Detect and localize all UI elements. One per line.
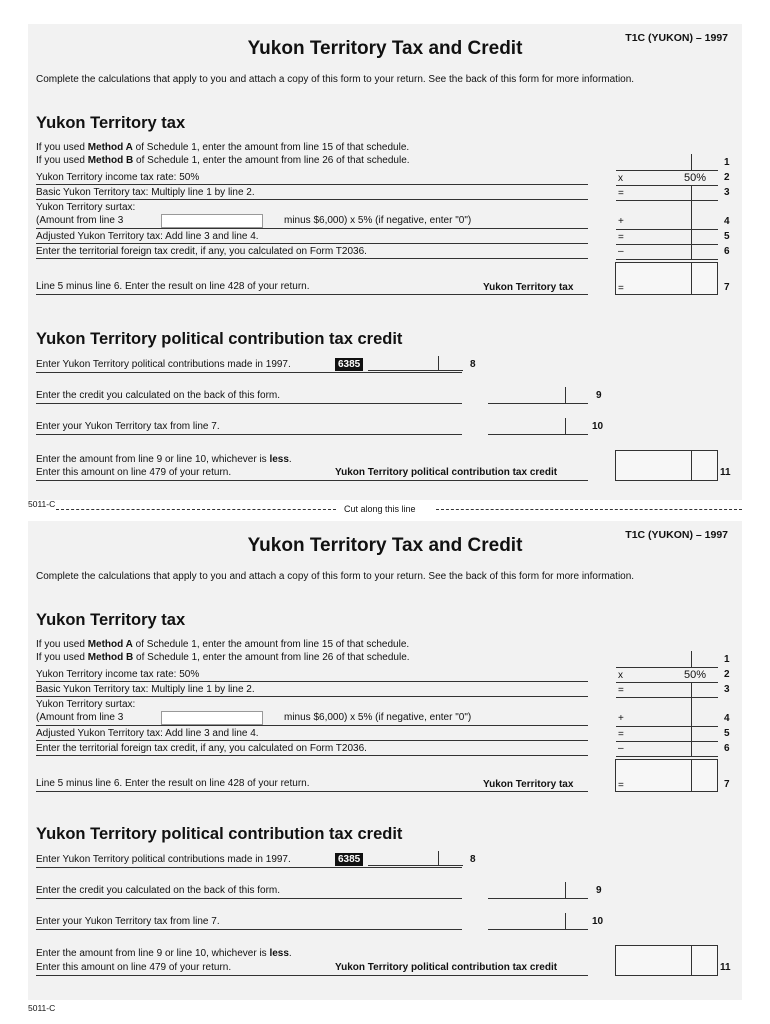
- form-title: Yukon Territory Tax and Credit: [247, 38, 523, 59]
- rate-label: Yukon Territory income tax rate: 50%: [36, 172, 200, 183]
- method-a-text: If you used Method A of Schedule 1, enter the amount from line 15 of that schedule.: [36, 142, 410, 153]
- foreign-credit-label: Enter the territorial foreign tax credit, if any, you calculated on Form T2036.: [36, 743, 367, 754]
- line-number-10: 10: [592, 916, 604, 927]
- form-code-bottom: 5011-C: [28, 1003, 56, 1013]
- line-number-2: 2: [724, 172, 730, 183]
- line-number-8: 8: [470, 854, 476, 865]
- final-tax-bold: Yukon Territory tax: [483, 779, 574, 790]
- credit-final-bold: Yukon Territory political contribution tax credit: [335, 962, 558, 973]
- line-number-11: 11: [720, 962, 731, 973]
- yukon-tax-box[interactable]: [615, 759, 718, 792]
- line-number-9: 9: [596, 390, 602, 401]
- line-number-6: 6: [724, 743, 730, 754]
- section-heading-credit: Yukon Territory political contribution tax credit: [36, 330, 403, 348]
- line-number-7: 7: [724, 282, 730, 293]
- credit-label: Enter the credit you calculated on the back of this form.: [36, 885, 281, 896]
- form-intro: Complete the calculations that apply to you and attach a copy of this form to your return. See the back of this form for more information.: [36, 571, 635, 582]
- method-b-text: If you used Method B of Schedule 1, enter the amount from line 26 of that schedule.: [36, 652, 410, 663]
- line-number-1: 1: [724, 654, 730, 665]
- credit-label: Enter the credit you calculated on the back of this form.: [36, 390, 281, 401]
- contrib-code: 6385: [335, 853, 363, 866]
- line-number-7: 7: [724, 779, 730, 790]
- tax-from-line7-label: Enter your Yukon Territory tax from line 7.: [36, 421, 220, 432]
- line-number-2: 2: [724, 669, 730, 680]
- tax-from-line7-label: Enter your Yukon Territory tax from line 7.: [36, 916, 220, 927]
- line-number-4: 4: [724, 216, 730, 227]
- line-number-1: 1: [724, 157, 730, 168]
- form-id: T1C (YUKON) – 1997: [625, 529, 728, 541]
- surtax-formula: minus $6,000) x 5% (if negative, enter "0"): [284, 712, 472, 723]
- basic-tax-label: Basic Yukon Territory tax: Multiply line 1 by line 2.: [36, 187, 255, 198]
- line-number-11: 11: [720, 467, 731, 478]
- line-number-5: 5: [724, 728, 730, 739]
- final-tax-label: Line 5 minus line 6. Enter the result on line 428 of your return.: [36, 281, 310, 292]
- form-copy-bottom: T1C (YUKON) – 1997 Yukon Territory Tax and Credit Complete the calculations that apply to you and attach a copy of this form to your return. See the back of this form for more information. Yukon Territory tax If you used Method A of Schedule 1, enter the amount from line 15 of that schedule. If you used Method B of Schedule 1, enter the amount from line 26 of that schedule. 1 Yukon Territory income tax rate: 50% x 50% 2 Basic Yukon Territory tax: Multiply line 1 by line 2. = 3 Yukon Territory surtax: (Amount from line 3 minus $6,000) x 5% (if negative, enter "0") + 4 Adjusted Yukon Territory tax: Add line 3 and line 4. = 5 Enter the territorial foreign tax credit, if any, you calculated on Form T2036. – 6 Line 5 minus line 6. Enter the result on line 428 of your return. Yukon Territory tax = 7 Yukon Territory political contribution tax credit Enter Yukon Territory political contributions made in 1997. 6385 8 Enter the credit you calculated on the back of this form. 9 Enter your Yukon Territory tax from line 7. 10 Enter the amount from line 9 or line 10, whichever is less. Enter this amount on line 479 of your return. Yukon Territory political contribution tax credit 11: [28, 521, 742, 1000]
- line-number-6: 6: [724, 246, 730, 257]
- contrib-code: 6385: [335, 358, 363, 371]
- enter-479-label: Enter this amount on line 479 of your return.: [36, 962, 232, 973]
- surtax-label: Yukon Territory surtax:: [36, 699, 136, 710]
- line-number-10: 10: [592, 421, 604, 432]
- form-title: Yukon Territory Tax and Credit: [247, 535, 523, 556]
- section-heading-tax: Yukon Territory tax: [36, 611, 186, 629]
- method-a-text: If you used Method A of Schedule 1, enter the amount from line 15 of that schedule.: [36, 639, 410, 650]
- line-number-9: 9: [596, 885, 602, 896]
- rate-value: 50%: [684, 669, 707, 681]
- method-b-text: If you used Method B of Schedule 1, enter the amount from line 26 of that schedule.: [36, 155, 410, 166]
- form-copy-top: T1C (YUKON) – 1997 Yukon Territory Tax and Credit Complete the calculations that apply to you and attach a copy of this form to your return. See the back of this form for more information. Yukon Territory tax If you used Method A of Schedule 1, enter the amount from line 15 of that schedule. If you used Method B of Schedule 1, enter the amount from line 26 of that schedule. 1 Yukon Territory income tax rate: 50% x 50% 2 Basic Yukon Territory tax: Multiply line 1 by line 2. = 3 Yukon Territory surtax: (Amount from line 3 minus $6,000) x 5% (if negative, enter "0") + 4 Adjusted Yukon Territory tax: Add line 3 and line 4. = 5 Enter the territorial foreign tax credit, if any, you calculated on Form T2036. – 6 Line 5 minus line 6. Enter the result on line 428 of your return. Yukon Territory tax = 7 Yukon Territory political contribution tax credit Enter Yukon Territory political contributions made in 1997. 6385 8 Enter the credit you calculated on the back of this form. 9 Enter your Yukon Territory tax from line 7. 10 Enter the amount from line 9 or line 10, whichever is less. Enter this amount on line 479 of your return. Yukon Territory political contribution tax credit 11: [28, 24, 742, 500]
- foreign-credit-label: Enter the territorial foreign tax credit, if any, you calculated on Form T2036.: [36, 246, 367, 257]
- form-code-top: 5011-C: [28, 499, 56, 509]
- surtax-amount-input[interactable]: [161, 214, 263, 228]
- contrib-label: Enter Yukon Territory political contributions made in 1997.: [36, 854, 291, 865]
- form-id: T1C (YUKON) – 1997: [625, 32, 728, 44]
- yukon-tax-box[interactable]: [615, 262, 718, 295]
- adjusted-tax-label: Adjusted Yukon Territory tax: Add line 3 and line 4.: [36, 728, 259, 739]
- enter-479-label: Enter this amount on line 479 of your return.: [36, 467, 232, 478]
- adjusted-tax-label: Adjusted Yukon Territory tax: Add line 3 and line 4.: [36, 231, 259, 242]
- line-number-4: 4: [724, 713, 730, 724]
- rate-label: Yukon Territory income tax rate: 50%: [36, 669, 200, 680]
- surtax-amount-input[interactable]: [161, 711, 263, 725]
- multiply-sign: x: [618, 173, 623, 184]
- rate-value: 50%: [684, 172, 707, 184]
- section-heading-credit: Yukon Territory political contribution tax credit: [36, 825, 403, 843]
- line-number-8: 8: [470, 359, 476, 370]
- multiply-sign: x: [618, 670, 623, 681]
- lesser-label: Enter the amount from line 9 or line 10, whichever is less.: [36, 454, 292, 465]
- surtax-label: Yukon Territory surtax:: [36, 202, 136, 213]
- surtax-amount-label: (Amount from line 3: [36, 215, 124, 226]
- basic-tax-label: Basic Yukon Territory tax: Multiply line 1 by line 2.: [36, 684, 255, 695]
- final-tax-bold: Yukon Territory tax: [483, 282, 574, 293]
- political-credit-box[interactable]: [615, 450, 718, 481]
- section-heading-tax: Yukon Territory tax: [36, 114, 186, 132]
- contrib-input[interactable]: [368, 356, 463, 371]
- line-number-5: 5: [724, 231, 730, 242]
- final-tax-label: Line 5 minus line 6. Enter the result on line 428 of your return.: [36, 778, 310, 789]
- cut-line: [28, 499, 742, 517]
- contrib-label: Enter Yukon Territory political contributions made in 1997.: [36, 359, 291, 370]
- credit-final-bold: Yukon Territory political contribution tax credit: [335, 467, 558, 478]
- line-number-3: 3: [724, 684, 730, 695]
- cut-label: Cut along this line: [344, 504, 416, 514]
- contrib-input[interactable]: [368, 851, 463, 866]
- political-credit-box[interactable]: [615, 945, 718, 976]
- surtax-formula: minus $6,000) x 5% (if negative, enter "0"): [284, 215, 472, 226]
- form-intro: Complete the calculations that apply to you and attach a copy of this form to your return. See the back of this form for more information.: [36, 74, 635, 85]
- line-number-3: 3: [724, 187, 730, 198]
- surtax-amount-label: (Amount from line 3: [36, 712, 124, 723]
- lesser-label: Enter the amount from line 9 or line 10, whichever is less.: [36, 948, 292, 959]
